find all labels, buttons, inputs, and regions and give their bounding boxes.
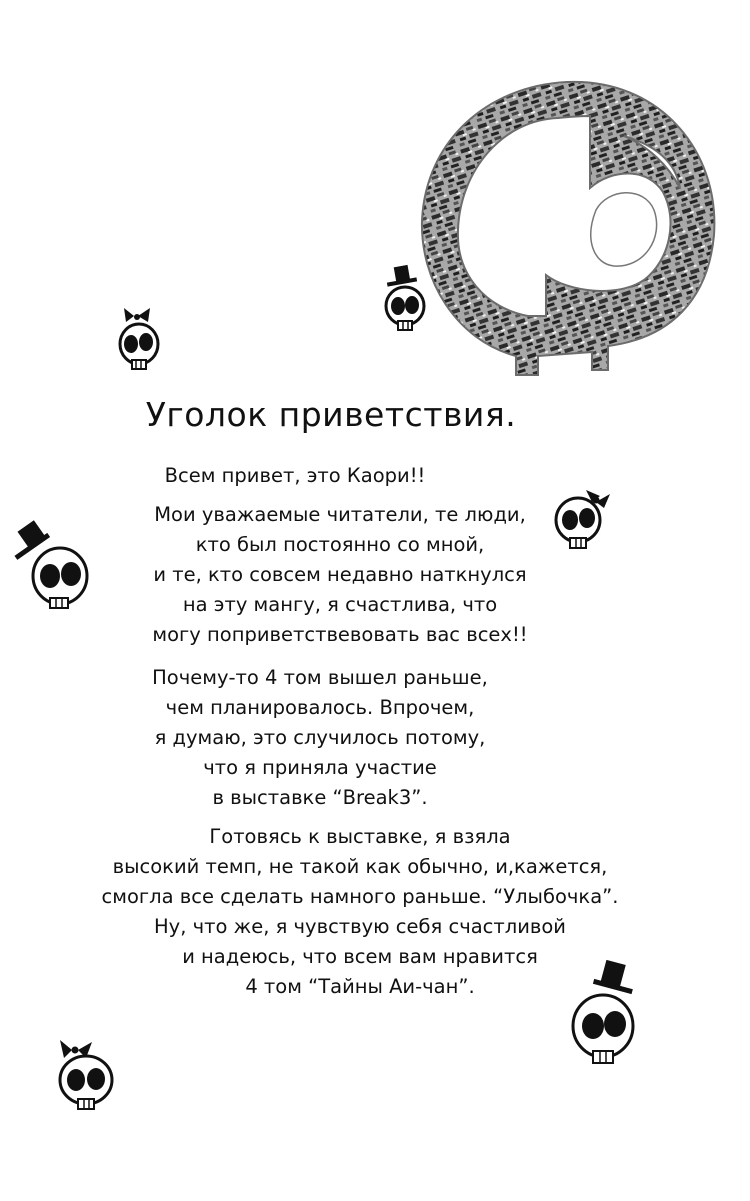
text-line: и те, кто совсем недавно наткнулся xyxy=(153,563,527,586)
page-title: Уголок приветствия. xyxy=(145,395,517,434)
peace-sign-icon xyxy=(408,70,726,395)
paragraph-exhibition xyxy=(20,822,700,1002)
text-line: Готовясь к выставке, я взяла xyxy=(209,825,511,848)
text-line: чем планировалось. Впрочем, xyxy=(165,696,475,719)
text-line: Почему-то 4 том вышел раньше, xyxy=(152,666,488,689)
text-line: и надеюсь, что всем вам нравится xyxy=(182,945,538,968)
text-line: я думаю, это случилось потому, xyxy=(154,726,486,749)
skull-bow-icon xyxy=(114,302,164,374)
text-line: кто был постоянно со мной, xyxy=(195,533,485,556)
text-line: могу поприветствевовать вас всех!! xyxy=(152,623,528,646)
text-line: 4 том “Тайны Аи-чан”. xyxy=(245,975,475,998)
text-line: Ну, что же, я чувствую себя счастливой xyxy=(154,915,566,938)
text-line: в выставке “Break3”. xyxy=(212,786,428,809)
text-line: смогла все сделать намного раньше. “Улыбочка”. xyxy=(101,885,619,908)
greeting-text xyxy=(40,461,550,491)
greeting-line: Всем привет, это Каори!! xyxy=(164,464,426,487)
text-line: Мои уважаемые читатели, те люди, xyxy=(154,503,526,526)
skull-top-hat-icon xyxy=(377,262,431,334)
paragraph-readers xyxy=(40,500,640,650)
text-line: высокий темп, не такой как обычно, и,кажется, xyxy=(112,855,608,878)
text-line: на эту мангу, я счастлива, что xyxy=(182,593,498,616)
skull-bow-icon xyxy=(52,1036,122,1112)
text-line: что я приняла участие xyxy=(203,756,437,779)
paragraph-volume xyxy=(40,663,600,813)
